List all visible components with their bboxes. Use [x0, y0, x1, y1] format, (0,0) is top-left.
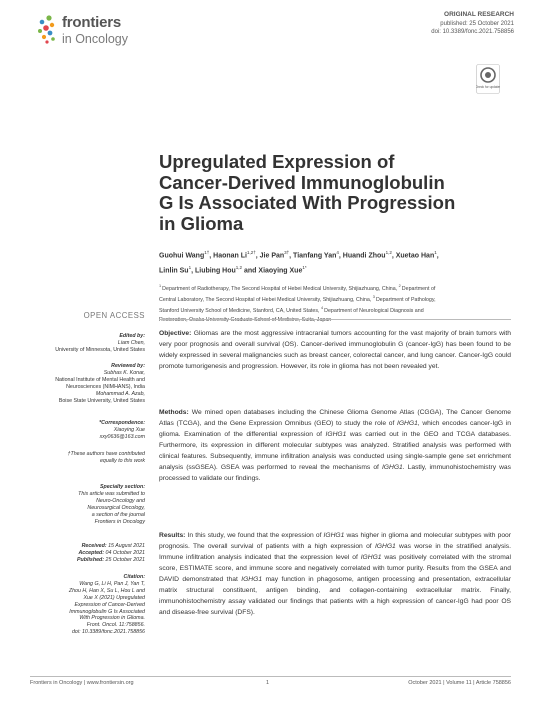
frontiers-logo-icon [36, 14, 58, 44]
affiliations: $^1$ Department of Radiotherapy, The Second Hospital of Hebei Medical University, Shijiazhuang, China, $^2$ Department of Central Laboratory, The Second Hospital of Hebei Medical University, Shijiazhuang, China, $^3$ Department of Pathology, Stanford University School of Medicine, Stanford, CA, United States, $^4$ Department of Neurological Diagnosis and Restoration, Osaka University Graduate School of Medicine, Suita, Japan [159, 284, 436, 323]
editor-info: Edited by: Liam Chen, University of Minnesota, United States [55, 333, 145, 353]
citation-info: Citation: Wang G, Li H, Pan J, Yan T, Zhou H, Han X, Su L, Hou L and Xue X (2021) Upregulated Expression of Cancer-Derived Immunoglobulin G Is Associated With Progression in Glioma. Front. Oncol. 11:758856. doi: 10.3389/fonc.2021.758856 [68, 574, 145, 636]
check-updates-icon [476, 64, 500, 94]
divider [159, 319, 511, 320]
dates-info: Received: 15 August 2021 Accepted: 04 October 2021 Published: 25 October 2021 [76, 543, 145, 563]
journal-brand: frontiers [62, 14, 122, 31]
abstract-objective: Objective: Gliomas are the most aggressive intracranial tumors accounting for the vast majority of brain tumors with very poor prognosis and overall survival (OS). Cancer-derived immunoglobulin G (cancer-IgG) has been found to be widely expressed in several malignancies such as breast cancer, colorectal cancer, and lung cancer. Cancer-IgG could promote tumorigenesis and progression. However, its role in glioma has not been revealed yet. [159, 330, 512, 370]
article-title: Upregulated Expression of Cancer-Derived Immunoglobulin G Is Associated With Progression in Glioma [159, 151, 456, 234]
correspondence-email[interactable]: xxy0636@163.com [99, 433, 145, 440]
footer-divider [30, 676, 511, 677]
footer-volume-info: October 2021 | Volume 11 | Article 758856 [408, 680, 511, 686]
published-date: published: 25 October 2021 [440, 20, 514, 27]
check-for-updates-badge[interactable] [476, 64, 500, 94]
correspondence-info: *Correspondence: Xiaoying Xue xxy0636@163.com [10, 420, 145, 441]
specialty-section: Specialty section: This article was submitted to Neuro-Oncology and Neurosurgical Oncology, a section of the journal Frontiers in Oncology [78, 484, 145, 525]
journal-name: in Oncology [62, 32, 129, 46]
article-meta [431, 11, 514, 37]
doi-link[interactable]: doi: 10.3389/fonc.2021.758856 [431, 29, 514, 35]
footer-journal-link[interactable]: Frontiers in Oncology | www.frontiersin.org [30, 680, 134, 686]
author-list: Guohui Wang$^{1\dagger}$, Haonan $Li^{1,2\dagger}$, Jie Pan$^{3\dagger}$, Tianfang Yan$^4$, Huandi Zhou$^{1,2}$, Xuetao Han$^1$, Linlin Su$^1$, Liubing Hou$^{1,2}$ and Xiaoying Xue$^{1*}$ [159, 250, 439, 275]
svg-text:Check for updates: Check for updates [476, 85, 500, 89]
page-number: 1 [266, 680, 270, 686]
reviewer-info: Reviewed by: Subhas K. Konar, National Institute of Mental Health and Neurosciences (NIMHANS), India Mohammad A. Azab, Boise State University, United States [55, 363, 145, 404]
abstract-results: Results: In this study, we found that the expression of IGHG1 was higher in glioma and molecular subtypes with poor prognosis. The overall survival of patients with a high expression of IGHG1 was worse in the stratified analysis. Immune infiltration analysis indicated that the expression level of IGHG1 was positively correlated with the stromal score, ESTIMATE score, and immune score and negatively correlated with tumor purity. Results from the GSEA and DAVID demonstrated that IGHG1 may function in phagosome, antigen processing and presentation, extracellular matrix structural constituent, antigen binding, and collagen-containing extracellular matrix. Finally, immunohistochemistry assay validated our findings that patients with a high expression of cancer-IgG had poor OS and disease-free survival (DFS). [159, 532, 511, 616]
abstract-methods: Methods: We mined open databases including the Chinese Glioma Genome Atlas (CGGA), The Cancer Genome Atlas (TCGA), and the Gene Expression Omnibus (GEO) to study the role of IGHG1, which encodes cancer-IgG in glioma. Examination of the differential expression of IGHG1 was carried out in the GEO and TCGA databases. Furthermore, its expression in different molecular subtypes was analyzed. Stratified analysis was performed with clinical features. Subsequently, immune infiltration analysis was conducted using single-sample gene set enrichment analysis (ssGSEA). GSEA was performed to reveal the mechanisms of IGHG1. Lastly, immunohistochemistry was processed to validate our findings. [159, 409, 512, 482]
equal-contribution-note: †These authors have contributed equally to this work [67, 451, 145, 464]
article-type: ORIGINAL RESEARCH [444, 11, 514, 18]
open-access-label: OPEN ACCESS [83, 311, 145, 320]
